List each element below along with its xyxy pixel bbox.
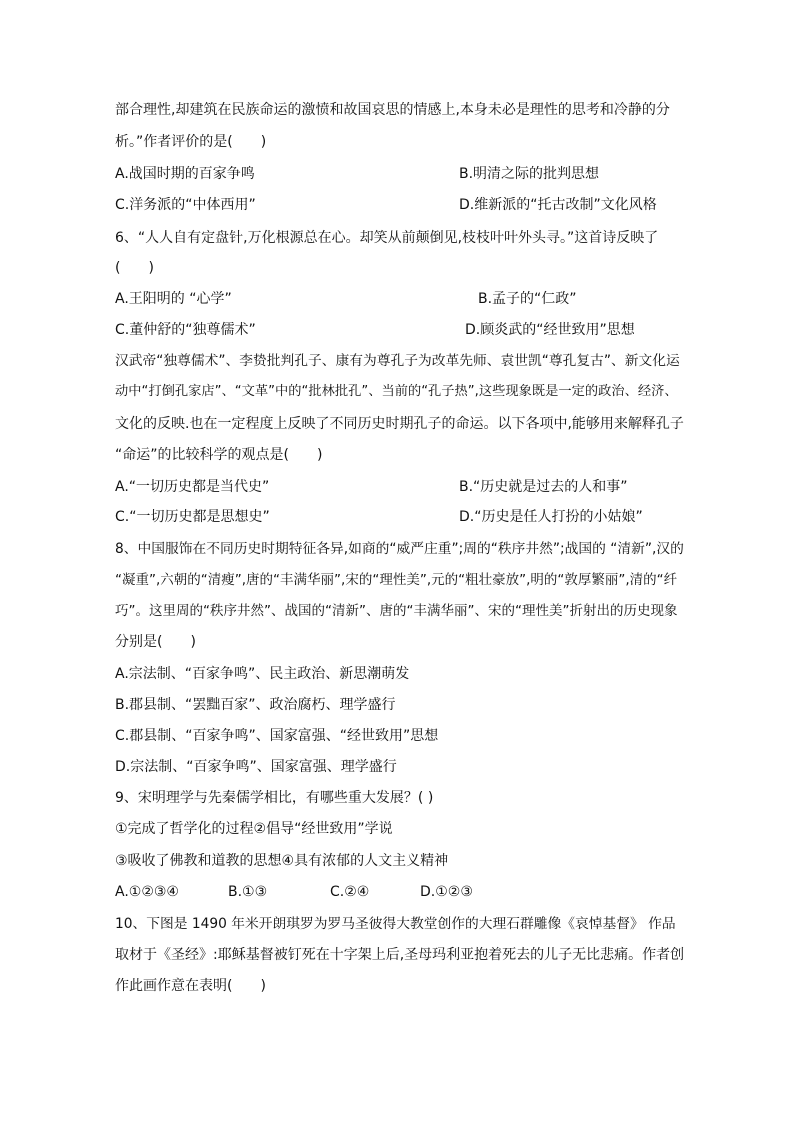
q8-option-b: B.郡县制、“罢黜百家”、政治腐朽、理学盛行 xyxy=(115,697,396,713)
q5-option-c: C.洋务派的“中体西用” xyxy=(115,197,256,213)
q5-option-b: B.明清之际的批判思想 xyxy=(459,166,600,182)
q7-stem-line2: 动中“打倒孔家店”、“文革”中的“批林批孔”、当前的“孔子热”,这些现象既是一定的政治、经济、 xyxy=(115,384,678,399)
q10-stem-line3: 作此画作意在表明( ) xyxy=(115,978,266,994)
q7-option-a: A.“一切历史都是当代史” xyxy=(115,479,270,495)
q5-option-a: A.战国时期的百家争鸣 xyxy=(115,166,255,182)
q7-option-b: B.“历史就是过去的人和事” xyxy=(459,479,628,495)
q6-stem-line1: 6、“人人自有定盘针,万化根源总在心。却笑从前颠倒见,枝枝叶叶外头寻。”这首诗反映了 xyxy=(115,230,659,246)
q8-stem-line2: “凝重”,六朝的“清瘦”,唐的“丰满华丽”,宋的“理性美”,元的“粗壮豪放”,明的“敦厚繁丽”,清的“纤 xyxy=(115,572,678,588)
q9-stem: 9、宋明理学与先秦儒学相比，有哪些重大发展？( ) xyxy=(115,790,434,806)
q8-stem-line3: 巧”。这里周的“秩序井然”、战国的“清新”、唐的“丰满华丽”、宋的“理性美”折射出的历史现象 xyxy=(115,603,678,619)
q9-option-c: C.②④ xyxy=(330,884,370,900)
q9-items-line2: ③吸收了佛教和道教的思想④具有浓郁的人文主义精神 xyxy=(115,853,449,869)
q7-stem-line4: “命运”的比较科学的观点是( ) xyxy=(115,447,323,463)
q9-option-d: D.①②③ xyxy=(420,884,473,900)
q5-stem-line1: 部合理性,却建筑在民族命运的激愤和故国哀思的情感上,本身未必是理性的思考和冷静的分 xyxy=(115,102,670,118)
q10-stem-line2: 取材于《圣经》:耶稣基督被钉死在十字架上后,圣母玛利亚抱着死去的儿子无比悲痛。作者创 xyxy=(115,947,685,963)
q6-option-c: C.董仲舒的“独尊儒术” xyxy=(115,322,256,338)
q9-option-b: B.①③ xyxy=(228,884,268,900)
q7-option-c: C.“一切历史都是思想史” xyxy=(115,509,270,525)
q6-stem-line2: ( ) xyxy=(115,260,154,276)
q8-option-a: A.宗法制、“百家争鸣”、民主政治、新思潮萌发 xyxy=(115,666,410,682)
q9-option-a: A.①②③④ xyxy=(115,884,179,900)
q8-stem-line1: 8、中国服饰在不同历史时期特征各异,如商的“威严庄重”;周的“秩序井然”;战国的 “清新”,汉的 xyxy=(115,541,684,557)
q8-option-d: D.宗法制、“百家争鸣”、国家富强、理学盛行 xyxy=(115,759,397,775)
q5-stem-line2: 析。”作者评价的是( ) xyxy=(115,134,267,150)
q6-option-a: A.王阳明的 “心学” xyxy=(115,291,232,307)
q6-option-b: B.孟子的“仁政” xyxy=(478,291,577,307)
q5-option-d: D.维新派的“托古改制”文化风格 xyxy=(459,197,657,213)
q8-stem-line4: 分别是( ) xyxy=(115,634,196,650)
q8-option-c: C.郡县制、“百家争鸣”、国家富强、“经世致用”思想 xyxy=(115,728,439,744)
q7-stem-line1: 汉武帝“独尊儒术”、李贽批判孔子、康有为尊孔子为改革先师、袁世凯“尊孔复古”、新文化运 xyxy=(115,353,680,369)
q7-stem-line3: 文化的反映.也在一定程度上反映了不同历史时期孔子的命运。以下各项中,能够用来解释孔子 xyxy=(115,416,684,432)
q10-stem-line1: 10、下图是 1490 年米开朗琪罗为罗马圣彼得大教堂创作的大理石群雕像《哀悼基督》 作品 xyxy=(115,916,676,932)
q9-items-line1: ①完成了哲学化的过程②倡导“经世致用”学说 xyxy=(115,821,393,837)
q7-option-d: D.“历史是任人打扮的小姑娘” xyxy=(459,509,643,525)
q6-option-d: D.顾炎武的“经世致用”思想 xyxy=(465,322,635,338)
